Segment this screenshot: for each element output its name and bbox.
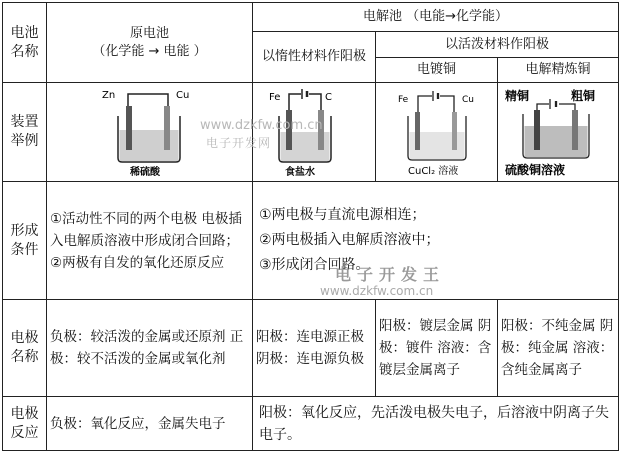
header-electrolytic: 电解池 （电能→化学能） — [253, 3, 619, 32]
refining-right-electrode: 粗铜 — [571, 89, 596, 103]
watermark-site: 电子开发网 — [206, 136, 272, 150]
conditions-galvanic: ①活动性不同的两个电极 电极插入电解质溶液中形成闭合回路； ②两极有自发的氧化还原反应 — [47, 182, 253, 300]
header-active-anode: 以活泼材料作阳极 — [376, 32, 619, 58]
illustration-plating — [376, 83, 498, 182]
illustration-galvanic — [47, 83, 253, 182]
galvanic-right-electrode: Cu — [175, 90, 189, 101]
plating-solution: CuCl₂ 溶液 — [407, 166, 458, 177]
watermark-brand: 电子开发王 — [335, 265, 446, 284]
header-electroplating: 电镀铜 — [376, 58, 498, 83]
plating-left-electrode: Fe — [397, 95, 408, 105]
row-label-conditions: 形成条件 — [3, 182, 47, 300]
header-inert-anode: 以惰性材料作阳极 — [253, 32, 376, 83]
refining-cell-diagram — [501, 86, 615, 178]
row-label-electrode-reactions: 电极反应 — [3, 397, 47, 451]
header-galvanic-sub: （化学能 → 电能 ） — [92, 43, 207, 59]
refining-solution: 硫酸铜溶液 — [505, 163, 566, 177]
header-galvanic — [47, 3, 253, 83]
reactions-galvanic: 负极：氧化反应，金属失电子 — [47, 397, 253, 451]
condition-3: ③形成闭合回路。 — [259, 257, 370, 273]
plating-cell-diagram — [382, 86, 492, 178]
inert-cell-diagram — [259, 86, 369, 178]
refining-left-electrode: 精铜 — [505, 89, 530, 103]
galvanic-left-electrode: Zn — [101, 90, 115, 101]
galvanic-solution: 稀硫酸 — [129, 167, 160, 178]
header-galvanic-title: 原电池 — [129, 25, 169, 41]
inert-left-electrode: Fe — [269, 92, 281, 103]
galvanic-cell-diagram — [90, 86, 210, 178]
watermark-url: www.dzkfw.com.cn — [200, 118, 323, 133]
reactions-electrolytic: 阳极：氧化反应，先活泼电极失电子，后溶液中阴离子失电子。 — [253, 397, 619, 451]
electrode-names-refining: 阳极：不纯金属 阴极：纯金属 溶液：含纯金属离子 — [498, 300, 619, 397]
row-label-devices: 装置举例 — [3, 83, 47, 182]
electrode-names-plating: 阳极：镀层金属 阴极：镀件 溶液：含镀层金属离子 — [376, 300, 498, 397]
electrode-names-inert: 阳极：连电源正极 阴极：连电源负极 — [253, 300, 376, 397]
header-battery-name: 电池名称 — [3, 3, 47, 83]
inert-solution: 食盐水 — [285, 167, 315, 178]
illustration-refining — [498, 83, 619, 182]
electrode-names-galvanic: 负极：较活泼的金属或还原剂 正极：较不活泼的金属或氧化剂 — [47, 300, 253, 397]
inert-right-electrode: C — [325, 92, 332, 103]
illustration-inert — [253, 83, 376, 182]
condition-1: ①两电极与直流电源相连； — [259, 207, 426, 223]
conditions-electrolytic — [253, 182, 619, 300]
row-label-electrode-names: 电极名称 — [3, 300, 47, 397]
watermark-url-2: www.dzkfw.com.cn — [320, 284, 434, 298]
header-refining: 电解精炼铜 — [498, 58, 619, 83]
plating-right-electrode: Cu — [461, 95, 474, 105]
condition-2: ②两电极插入电解质溶液中； — [259, 232, 440, 248]
comparison-table — [2, 2, 619, 451]
